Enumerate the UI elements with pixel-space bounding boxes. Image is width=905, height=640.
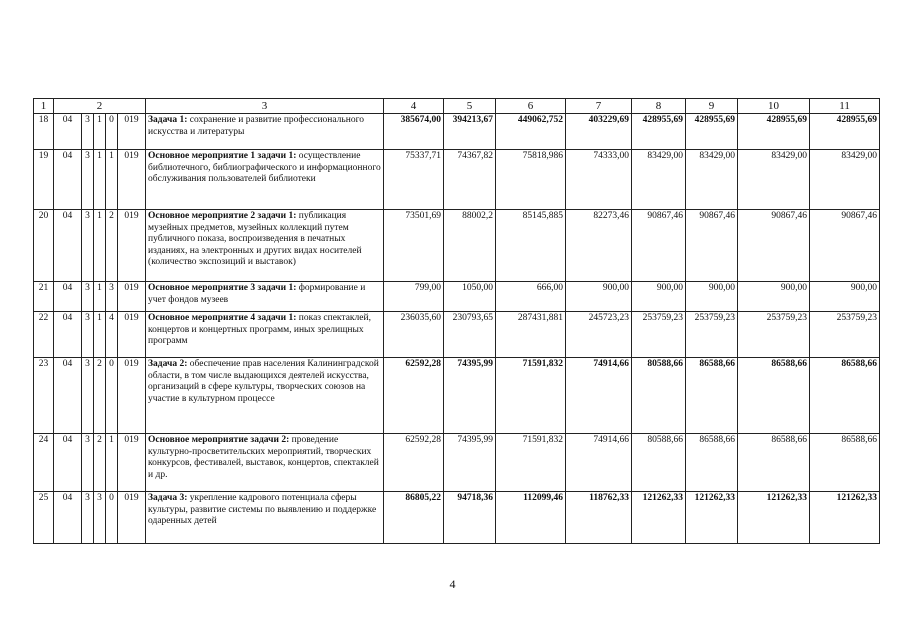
value-cell: 287431,881 bbox=[496, 312, 566, 358]
value-cell: 121262,33 bbox=[632, 492, 686, 544]
value-cell: 253759,23 bbox=[632, 312, 686, 358]
value-cell: 74395,99 bbox=[444, 434, 496, 492]
value-cell: 900,00 bbox=[686, 282, 738, 312]
table-body bbox=[34, 99, 880, 544]
code-cell: 2 bbox=[94, 358, 106, 434]
description-cell bbox=[146, 492, 384, 544]
value-cell: 253759,23 bbox=[738, 312, 810, 358]
value-cell: 86588,66 bbox=[738, 358, 810, 434]
code-cell: 019 bbox=[118, 210, 146, 282]
value-cell: 1050,00 bbox=[444, 282, 496, 312]
value-cell: 62592,28 bbox=[384, 358, 444, 434]
value-cell: 799,00 bbox=[384, 282, 444, 312]
header-cell: 4 bbox=[384, 99, 444, 114]
value-cell: 73501,69 bbox=[384, 210, 444, 282]
description-label: Основное мероприятие 4 задачи 1: bbox=[148, 313, 297, 323]
value-cell: 121262,33 bbox=[810, 492, 880, 544]
code-cell: 1 bbox=[106, 434, 118, 492]
description-text: сохранение и развитие профессионального искусства и литературы bbox=[148, 115, 364, 137]
value-cell: 428955,69 bbox=[810, 114, 880, 150]
description-cell bbox=[146, 312, 384, 358]
value-cell: 80588,66 bbox=[632, 358, 686, 434]
code-cell: 1 bbox=[94, 114, 106, 150]
value-cell: 75337,71 bbox=[384, 150, 444, 210]
code-cell: 3 bbox=[106, 282, 118, 312]
code-cell: 04 bbox=[54, 282, 82, 312]
value-cell: 394213,67 bbox=[444, 114, 496, 150]
description-cell bbox=[146, 150, 384, 210]
code-cell: 04 bbox=[54, 434, 82, 492]
code-cell: 3 bbox=[94, 492, 106, 544]
table-row bbox=[34, 150, 880, 210]
code-cell: 3 bbox=[82, 150, 94, 210]
value-cell: 82273,46 bbox=[566, 210, 632, 282]
value-cell: 75818,986 bbox=[496, 150, 566, 210]
code-cell: 3 bbox=[82, 358, 94, 434]
budget-table bbox=[33, 98, 880, 544]
code-cell: 1 bbox=[94, 150, 106, 210]
description-cell bbox=[146, 114, 384, 150]
table-row bbox=[34, 434, 880, 492]
value-cell: 86588,66 bbox=[738, 434, 810, 492]
row-number: 25 bbox=[34, 492, 54, 544]
value-cell: 112099,46 bbox=[496, 492, 566, 544]
code-cell: 4 bbox=[106, 312, 118, 358]
code-cell: 2 bbox=[94, 434, 106, 492]
value-cell: 83429,00 bbox=[686, 150, 738, 210]
table-row bbox=[34, 114, 880, 150]
value-cell: 900,00 bbox=[810, 282, 880, 312]
code-cell: 04 bbox=[54, 150, 82, 210]
description-cell bbox=[146, 358, 384, 434]
description-text: укрепление кадрового потенциала сферы культуры, развитие системы по выявлению и поддержке одаренных детей bbox=[148, 493, 377, 526]
code-cell: 3 bbox=[82, 492, 94, 544]
description-label: Задача 3: bbox=[148, 493, 188, 503]
code-cell: 1 bbox=[94, 210, 106, 282]
code-cell: 019 bbox=[118, 492, 146, 544]
row-number: 24 bbox=[34, 434, 54, 492]
value-cell: 86588,66 bbox=[810, 434, 880, 492]
value-cell: 74367,82 bbox=[444, 150, 496, 210]
value-cell: 428955,69 bbox=[632, 114, 686, 150]
header-cell: 5 bbox=[444, 99, 496, 114]
code-cell: 0 bbox=[106, 114, 118, 150]
table-row bbox=[34, 282, 880, 312]
code-cell: 04 bbox=[54, 358, 82, 434]
code-cell: 1 bbox=[94, 312, 106, 358]
code-cell: 3 bbox=[82, 434, 94, 492]
code-cell: 1 bbox=[106, 150, 118, 210]
value-cell: 900,00 bbox=[632, 282, 686, 312]
header-row bbox=[34, 99, 880, 114]
code-cell: 2 bbox=[106, 210, 118, 282]
table-row bbox=[34, 312, 880, 358]
code-cell: 3 bbox=[82, 114, 94, 150]
value-cell: 90867,46 bbox=[686, 210, 738, 282]
code-cell: 3 bbox=[82, 210, 94, 282]
value-cell: 86588,66 bbox=[686, 434, 738, 492]
code-cell: 04 bbox=[54, 210, 82, 282]
value-cell: 83429,00 bbox=[810, 150, 880, 210]
row-number: 22 bbox=[34, 312, 54, 358]
value-cell: 90867,46 bbox=[810, 210, 880, 282]
value-cell: 385674,00 bbox=[384, 114, 444, 150]
value-cell: 86805,22 bbox=[384, 492, 444, 544]
description-text: проведение культурно-просветительских мероприятий, творческих конкурсов, фестивалей, выставок, концертов, спектаклей и др. bbox=[148, 435, 379, 480]
description-text: осуществление библиотечного, библиографического и информационного обслуживания пользователей библиотеки bbox=[148, 151, 381, 184]
description-label: Задача 2: bbox=[148, 359, 188, 369]
value-cell: 86588,66 bbox=[686, 358, 738, 434]
header-cell: 2 bbox=[54, 99, 146, 114]
value-cell: 428955,69 bbox=[686, 114, 738, 150]
value-cell: 403229,69 bbox=[566, 114, 632, 150]
header-cell: 11 bbox=[810, 99, 880, 114]
value-cell: 85145,885 bbox=[496, 210, 566, 282]
value-cell: 83429,00 bbox=[738, 150, 810, 210]
code-cell: 019 bbox=[118, 114, 146, 150]
header-cell: 6 bbox=[496, 99, 566, 114]
row-number: 18 bbox=[34, 114, 54, 150]
value-cell: 74395,99 bbox=[444, 358, 496, 434]
code-cell: 3 bbox=[82, 312, 94, 358]
header-cell: 3 bbox=[146, 99, 384, 114]
value-cell: 900,00 bbox=[738, 282, 810, 312]
code-cell: 0 bbox=[106, 358, 118, 434]
table-row bbox=[34, 210, 880, 282]
row-number: 23 bbox=[34, 358, 54, 434]
value-cell: 449062,752 bbox=[496, 114, 566, 150]
description-text: формирование и учет фондов музеев bbox=[148, 283, 366, 305]
value-cell: 71591,832 bbox=[496, 358, 566, 434]
description-label: Основное мероприятие 3 задачи 1: bbox=[148, 283, 297, 293]
value-cell: 666,00 bbox=[496, 282, 566, 312]
description-text: публикация музейных предметов, музейных коллекций путем публичного показа, воспроизведения в печатных изданиях, на электронных и других видах носителей (количество экспозиций и выставок) bbox=[148, 211, 362, 267]
value-cell: 253759,23 bbox=[810, 312, 880, 358]
value-cell: 121262,33 bbox=[738, 492, 810, 544]
description-cell bbox=[146, 434, 384, 492]
value-cell: 86588,66 bbox=[810, 358, 880, 434]
description-label: Задача 1: bbox=[148, 115, 188, 125]
description-label: Основное мероприятие 1 задачи 1: bbox=[148, 151, 297, 161]
value-cell: 121262,33 bbox=[686, 492, 738, 544]
value-cell: 71591,832 bbox=[496, 434, 566, 492]
value-cell: 88002,2 bbox=[444, 210, 496, 282]
value-cell: 118762,33 bbox=[566, 492, 632, 544]
value-cell: 80588,66 bbox=[632, 434, 686, 492]
row-number: 21 bbox=[34, 282, 54, 312]
code-cell: 019 bbox=[118, 312, 146, 358]
description-label: Основное мероприятие задачи 2: bbox=[148, 435, 290, 445]
row-number: 19 bbox=[34, 150, 54, 210]
code-cell: 3 bbox=[82, 282, 94, 312]
header-cell: 7 bbox=[566, 99, 632, 114]
value-cell: 245723,23 bbox=[566, 312, 632, 358]
value-cell: 74914,66 bbox=[566, 358, 632, 434]
value-cell: 236035,60 bbox=[384, 312, 444, 358]
code-cell: 0 bbox=[106, 492, 118, 544]
value-cell: 62592,28 bbox=[384, 434, 444, 492]
code-cell: 1 bbox=[94, 282, 106, 312]
value-cell: 83429,00 bbox=[632, 150, 686, 210]
code-cell: 019 bbox=[118, 358, 146, 434]
description-cell bbox=[146, 210, 384, 282]
value-cell: 253759,23 bbox=[686, 312, 738, 358]
code-cell: 019 bbox=[118, 150, 146, 210]
code-cell: 04 bbox=[54, 492, 82, 544]
code-cell: 04 bbox=[54, 114, 82, 150]
code-cell: 019 bbox=[118, 434, 146, 492]
code-cell: 04 bbox=[54, 312, 82, 358]
value-cell: 74914,66 bbox=[566, 434, 632, 492]
header-cell: 9 bbox=[686, 99, 738, 114]
value-cell: 900,00 bbox=[566, 282, 632, 312]
page-number: 4 bbox=[449, 577, 456, 591]
header-cell: 1 bbox=[34, 99, 54, 114]
header-cell: 10 bbox=[738, 99, 810, 114]
value-cell: 230793,65 bbox=[444, 312, 496, 358]
value-cell: 428955,69 bbox=[738, 114, 810, 150]
description-label: Основное мероприятие 2 задачи 1: bbox=[148, 211, 297, 221]
description-text: обеспечение прав населения Калининградской области, в том числе выдающихся деятелей искусства, организаций в сфере культуры, творческих союзов на участие в культурном процессе bbox=[148, 359, 379, 404]
description-text: показ спектаклей, концертов и концертных программ, иных зрелищных программ bbox=[148, 313, 371, 346]
description-cell bbox=[146, 282, 384, 312]
value-cell: 90867,46 bbox=[632, 210, 686, 282]
value-cell: 90867,46 bbox=[738, 210, 810, 282]
code-cell: 019 bbox=[118, 282, 146, 312]
table-row bbox=[34, 492, 880, 544]
value-cell: 94718,36 bbox=[444, 492, 496, 544]
row-number: 20 bbox=[34, 210, 54, 282]
value-cell: 74333,00 bbox=[566, 150, 632, 210]
header-cell: 8 bbox=[632, 99, 686, 114]
table-row bbox=[34, 358, 880, 434]
